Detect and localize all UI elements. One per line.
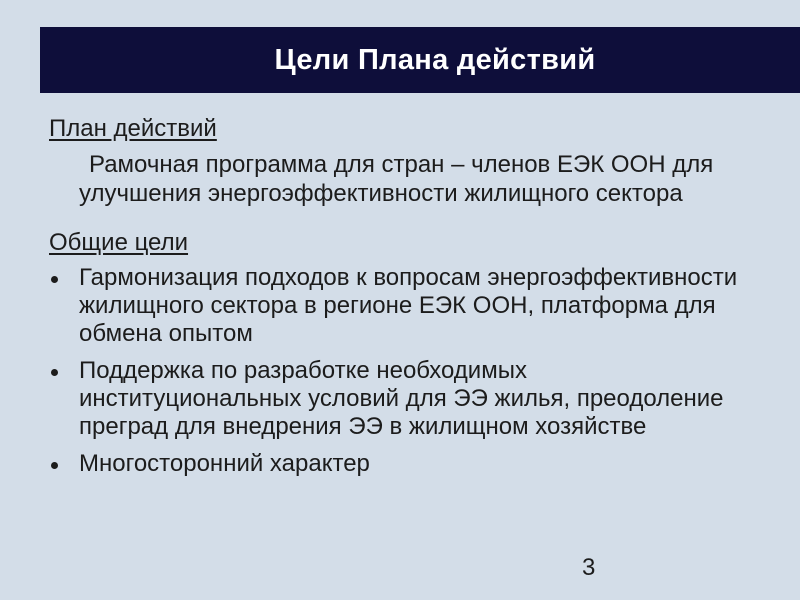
- goal-text: Гармонизация подходов к вопросам энергоэффективности жилищного сектора в регионе ЕЭК ООН, платформа для обмена опытом: [79, 264, 738, 347]
- goals-list: [49, 264, 749, 478]
- goal-text: Многосторонний характер: [79, 450, 370, 477]
- slide-content: [49, 114, 749, 487]
- plan-description: Рамочная программа для стран – членов ЕЭК ООН для улучшения энергоэффективности жилищного сектора: [79, 151, 714, 207]
- page-number: 3: [582, 554, 596, 581]
- goal-item: [49, 264, 749, 348]
- plan-heading: План действий: [49, 115, 217, 142]
- bullet-icon: [51, 462, 58, 469]
- bullet-icon: [51, 369, 58, 376]
- goal-item: [49, 450, 749, 478]
- goal-text: Поддержка по разработке необходимых институциональных условий для ЭЭ жилья, преодоление преград для внедрения ЭЭ в жилищном хозяйстве: [79, 357, 724, 440]
- bullet-icon: [51, 276, 58, 283]
- slide-title: Цели Плана действий: [274, 43, 596, 76]
- title-bar: [40, 27, 800, 93]
- goals-heading: Общие цели: [49, 229, 189, 256]
- goal-item: [49, 357, 749, 441]
